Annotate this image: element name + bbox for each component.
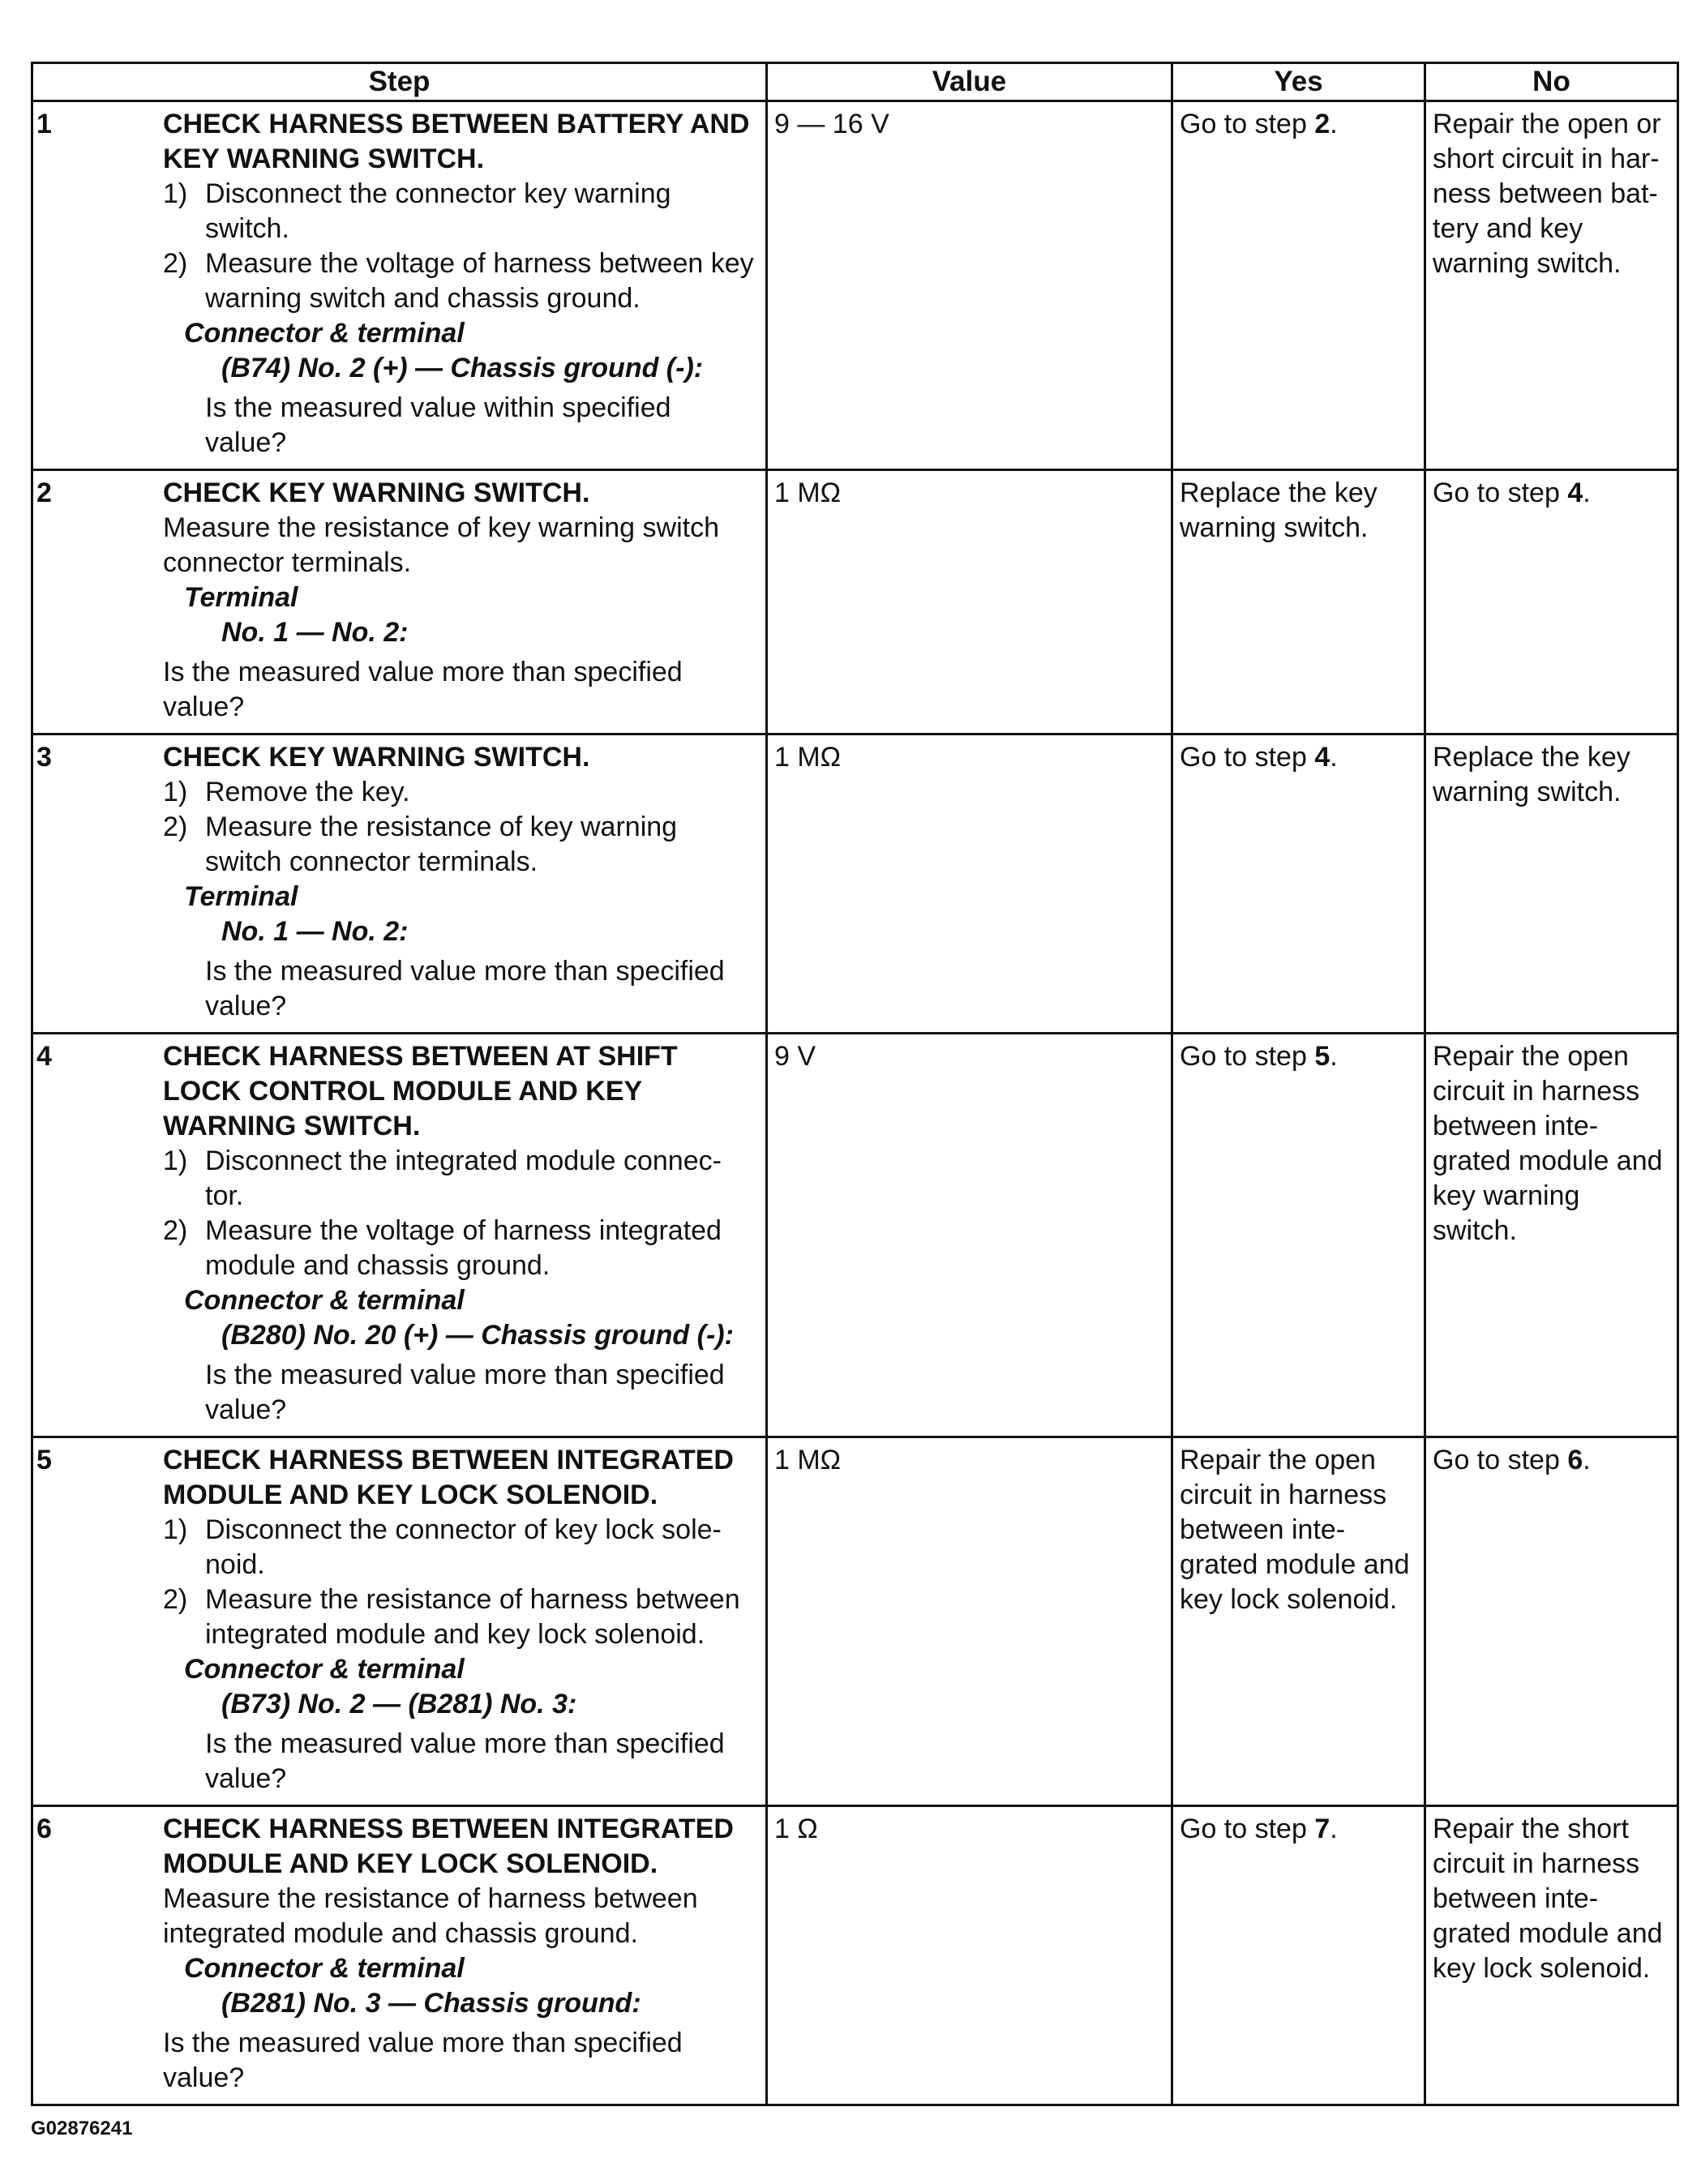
substep bbox=[163, 1214, 759, 1283]
step-cell bbox=[32, 1806, 767, 2105]
yes-step-ref: 5 bbox=[1314, 1041, 1330, 1072]
substep bbox=[163, 246, 759, 316]
header-step: Step bbox=[32, 63, 767, 101]
spec-value: (B74) No. 2 (+) — Chassis ground (-): bbox=[221, 353, 704, 383]
step-cell bbox=[32, 101, 767, 470]
substep-number: 1) bbox=[163, 777, 188, 807]
spec-value: No. 1 — No. 2: bbox=[221, 916, 409, 947]
spec-label: Connector & terminal bbox=[184, 1285, 465, 1316]
no-text: Repair the open circuit in harness between inte-grated module and key warning switch. bbox=[1433, 1041, 1663, 1246]
spec-label: Connector & terminal bbox=[184, 1953, 465, 1984]
yes-cell bbox=[1172, 101, 1425, 470]
step-intro: Measure the resistance of harness between integrated module and chassis ground. bbox=[163, 1883, 698, 1949]
value-cell: 1 Ω bbox=[767, 1806, 1172, 2105]
value-cell: 1 MΩ bbox=[767, 470, 1172, 734]
substep-text: Disconnect the connector key warning switch. bbox=[205, 178, 671, 244]
step-number: 1 bbox=[36, 109, 52, 139]
no-text-end: . bbox=[1583, 1445, 1591, 1475]
yes-cell bbox=[1172, 734, 1425, 1034]
substep-number: 2) bbox=[163, 248, 188, 279]
substep bbox=[163, 177, 759, 246]
spec-label: Terminal bbox=[184, 881, 298, 912]
substep bbox=[163, 775, 759, 810]
no-step-ref: 6 bbox=[1567, 1445, 1583, 1475]
step-title: CHECK HARNESS BETWEEN INTEGRATED MODULE AND KEY LOCK SOLENOID. bbox=[163, 1814, 734, 1879]
yes-text-end: . bbox=[1330, 109, 1338, 139]
no-cell bbox=[1425, 101, 1678, 470]
table-header-row bbox=[32, 63, 1678, 101]
substep-number: 1) bbox=[163, 1514, 188, 1545]
substep-number: 2) bbox=[163, 812, 188, 842]
no-cell bbox=[1425, 734, 1678, 1034]
substep-list bbox=[163, 1144, 759, 1283]
no-text: Repair the open or short circuit in har-ness between bat-tery and key warning switch. bbox=[1433, 109, 1661, 279]
no-cell bbox=[1425, 470, 1678, 734]
yes-cell bbox=[1172, 1034, 1425, 1437]
no-cell bbox=[1425, 1437, 1678, 1806]
table-row bbox=[32, 470, 1678, 734]
no-text: Repair the short circuit in harness between inte-grated module and key lock solenoid. bbox=[1433, 1814, 1663, 1984]
document-code: G02876241 bbox=[31, 2118, 133, 2139]
substep-number: 1) bbox=[163, 178, 188, 209]
yes-step-ref: 2 bbox=[1314, 109, 1330, 139]
step-title: CHECK HARNESS BETWEEN INTEGRATED MODULE AND KEY LOCK SOLENOID. bbox=[163, 1445, 734, 1510]
value-cell: 1 MΩ bbox=[767, 734, 1172, 1034]
step-title: CHECK KEY WARNING SWITCH. bbox=[163, 742, 590, 773]
step-cell bbox=[32, 1437, 767, 1806]
spec-value: (B280) No. 20 (+) — Chassis ground (-): bbox=[221, 1320, 734, 1351]
step-question: Is the measured value more than specified value? bbox=[163, 657, 683, 722]
value-cell: 9 — 16 V bbox=[767, 101, 1172, 470]
value-cell: 9 V bbox=[767, 1034, 1172, 1437]
yes-cell bbox=[1172, 1806, 1425, 2105]
yes-text: Repair the open circuit in harness between inte-grated module and key lock solenoid. bbox=[1180, 1445, 1410, 1615]
substep-number: 1) bbox=[163, 1146, 188, 1176]
step-cell bbox=[32, 470, 767, 734]
header-yes: Yes bbox=[1172, 63, 1425, 101]
step-number: 3 bbox=[36, 742, 52, 773]
yes-cell bbox=[1172, 1437, 1425, 1806]
header-value: Value bbox=[767, 63, 1172, 101]
substep-text: Disconnect the connector of key lock sole-noid. bbox=[205, 1514, 722, 1580]
step-cell bbox=[32, 1034, 767, 1437]
step-number: 4 bbox=[36, 1041, 52, 1072]
step-cell bbox=[32, 734, 767, 1034]
substep-text: Measure the voltage of harness between key warning switch and chassis ground. bbox=[205, 248, 754, 314]
substep-text: Remove the key. bbox=[205, 777, 410, 807]
no-text: Go to step bbox=[1433, 477, 1568, 508]
substep-text: Measure the resistance of key warning switch connector terminals. bbox=[205, 812, 678, 877]
substep-text: Measure the resistance of harness between integrated module and key lock solenoid. bbox=[205, 1584, 740, 1650]
step-intro: Measure the resistance of key warning switch connector terminals. bbox=[163, 512, 719, 578]
yes-text: Go to step bbox=[1180, 109, 1315, 139]
table-row bbox=[32, 1806, 1678, 2105]
step-question: Is the measured value within specified value? bbox=[205, 392, 671, 458]
step-question: Is the measured value more than specified value? bbox=[205, 1728, 725, 1794]
step-question: Is the measured value more than specified value? bbox=[205, 956, 725, 1021]
yes-text-end: . bbox=[1330, 742, 1338, 773]
yes-step-ref: 4 bbox=[1314, 742, 1330, 773]
substep bbox=[163, 1513, 759, 1582]
step-number: 5 bbox=[36, 1445, 52, 1475]
step-title: CHECK HARNESS BETWEEN AT SHIFT LOCK CONTROL MODULE AND KEY WARNING SWITCH. bbox=[163, 1041, 678, 1141]
step-number: 6 bbox=[36, 1814, 52, 1844]
spec-value: (B281) No. 3 — Chassis ground: bbox=[221, 1988, 641, 2019]
substep bbox=[163, 1144, 759, 1214]
substep-list bbox=[163, 177, 759, 316]
spec-value: (B73) No. 2 — (B281) No. 3: bbox=[221, 1689, 577, 1719]
yes-text-end: . bbox=[1330, 1041, 1338, 1072]
spec-label: Connector & terminal bbox=[184, 318, 465, 349]
table-row bbox=[32, 734, 1678, 1034]
no-cell bbox=[1425, 1034, 1678, 1437]
substep-text: Disconnect the integrated module connec-tor. bbox=[205, 1146, 722, 1211]
step-title: CHECK HARNESS BETWEEN BATTERY AND KEY WARNING SWITCH. bbox=[163, 109, 750, 174]
substep-text: Measure the voltage of harness integrated module and chassis ground. bbox=[205, 1215, 722, 1281]
header-no: No bbox=[1425, 63, 1678, 101]
substep-list bbox=[163, 775, 759, 880]
step-number: 2 bbox=[36, 477, 52, 508]
table-row bbox=[32, 1437, 1678, 1806]
value-cell: 1 MΩ bbox=[767, 1437, 1172, 1806]
step-title: CHECK KEY WARNING SWITCH. bbox=[163, 477, 590, 508]
yes-text: Go to step bbox=[1180, 1814, 1315, 1844]
spec-value: No. 1 — No. 2: bbox=[221, 617, 409, 648]
table-row bbox=[32, 101, 1678, 470]
no-text: Go to step bbox=[1433, 1445, 1568, 1475]
no-text-end: . bbox=[1583, 477, 1591, 508]
spec-label: Terminal bbox=[184, 582, 298, 613]
substep-list bbox=[163, 1513, 759, 1652]
yes-step-ref: 7 bbox=[1314, 1814, 1330, 1844]
substep bbox=[163, 1582, 759, 1652]
no-step-ref: 4 bbox=[1567, 477, 1583, 508]
substep bbox=[163, 810, 759, 880]
no-text: Replace the key warning switch. bbox=[1433, 742, 1630, 807]
substep-number: 2) bbox=[163, 1584, 188, 1615]
step-question: Is the measured value more than specified value? bbox=[163, 2028, 683, 2093]
diagnostic-table bbox=[31, 62, 1679, 2106]
spec-label: Connector & terminal bbox=[184, 1654, 465, 1685]
yes-text: Go to step bbox=[1180, 1041, 1315, 1072]
yes-cell bbox=[1172, 470, 1425, 734]
yes-text-end: . bbox=[1330, 1814, 1338, 1844]
substep-number: 2) bbox=[163, 1215, 188, 1246]
yes-text: Go to step bbox=[1180, 742, 1315, 773]
step-question: Is the measured value more than specified value? bbox=[205, 1360, 725, 1425]
yes-text: Replace the key warning switch. bbox=[1180, 477, 1378, 543]
table-row bbox=[32, 1034, 1678, 1437]
no-cell bbox=[1425, 1806, 1678, 2105]
